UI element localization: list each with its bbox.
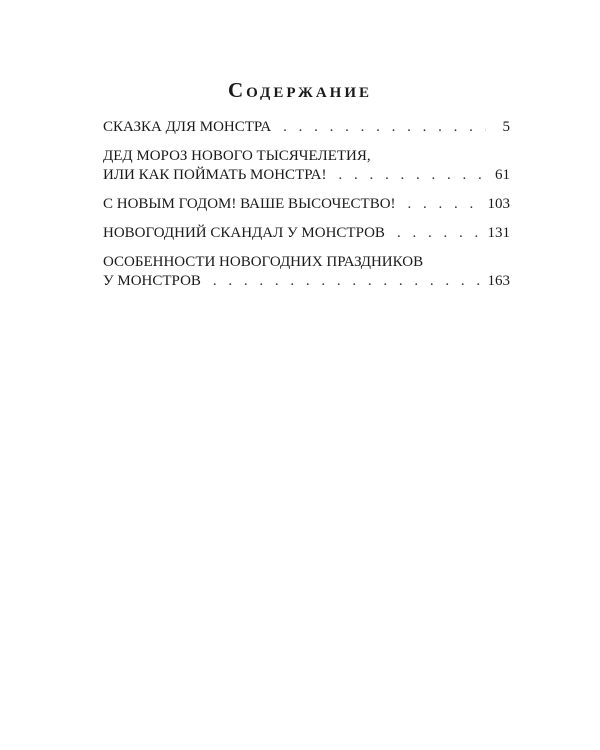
toc-entry-row <box>103 166 510 185</box>
toc-page-number: 5 <box>502 119 510 135</box>
dot-leader <box>338 166 486 185</box>
toc-entry[interactable] <box>103 195 510 214</box>
dot-leader <box>283 118 486 137</box>
toc-page-number: 61 <box>495 167 510 183</box>
toc-entry-row <box>103 195 510 214</box>
toc-entry-title: У МОНСТРОВ <box>103 273 201 289</box>
toc-page-number: 163 <box>487 273 510 289</box>
toc-entry-title: С НОВЫМ ГОДОМ! ВАШЕ ВЫСОЧЕСТВО! <box>103 196 396 212</box>
toc-entry-title: ИЛИ КАК ПОЙМАТЬ МОНСТРА! <box>103 167 327 183</box>
toc-page-number: 131 <box>487 225 510 241</box>
dot-leader <box>213 272 482 291</box>
table-of-contents <box>103 118 510 301</box>
toc-entry-row <box>103 224 510 243</box>
dot-leader <box>397 224 482 243</box>
toc-entry[interactable] <box>103 147 510 185</box>
toc-entry[interactable] <box>103 224 510 243</box>
toc-entry-row <box>103 272 510 291</box>
toc-entry-title: НОВОГОДНИЙ СКАНДАЛ У МОНСТРОВ <box>103 225 385 241</box>
toc-entry-title: СКАЗКА ДЛЯ МОНСТРА <box>103 119 272 135</box>
dot-leader <box>408 195 482 214</box>
toc-entry-title-line: ОСОБЕННОСТИ НОВОГОДНИХ ПРАЗДНИКОВ <box>103 254 424 270</box>
toc-entry[interactable] <box>103 118 510 137</box>
toc-entry-row <box>103 118 510 137</box>
toc-page-number: 103 <box>487 196 510 212</box>
toc-entry-title-line: ДЕД МОРОЗ НОВОГО ТЫСЯЧЕЛЕТИЯ, <box>103 148 371 164</box>
toc-heading: Содержание <box>227 78 373 102</box>
toc-entry[interactable] <box>103 253 510 291</box>
